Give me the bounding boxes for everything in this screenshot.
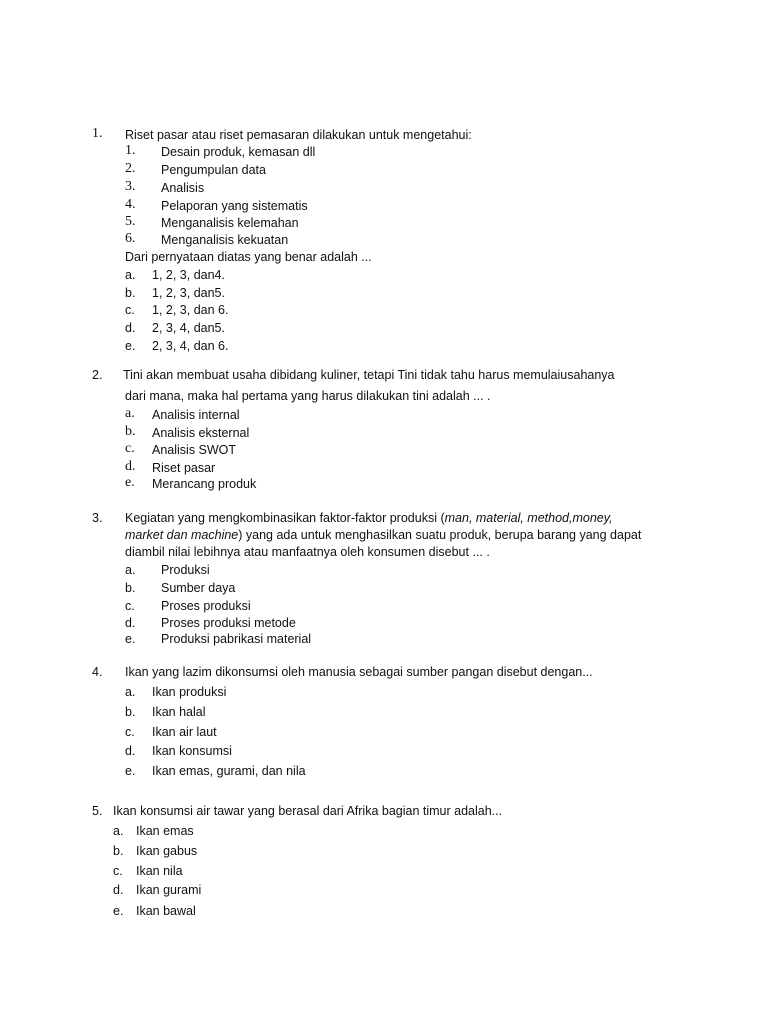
option-letter: d. bbox=[125, 321, 136, 335]
option-text: Ikan nila bbox=[136, 864, 183, 878]
option-text: Riset pasar bbox=[152, 461, 216, 475]
statement-number: 3. bbox=[125, 179, 136, 194]
question-stem: Ikan konsumsi air tawar yang berasal dari Afrika bagian timur adalah... bbox=[113, 804, 503, 818]
question-number: 1. bbox=[92, 126, 103, 141]
question-stem: diambil nilai lebihnya atau manfaatnya oleh konsumen disebut ... . bbox=[125, 545, 490, 559]
option-text: Ikan emas bbox=[136, 824, 194, 838]
option-text: Ikan produksi bbox=[152, 685, 227, 699]
question-stem: Tini akan membuat usaha dibidang kuliner, tetapi Tini tidak tahu harus memulaiusahanya bbox=[123, 368, 615, 382]
option-letter: e. bbox=[125, 632, 136, 646]
statement-text: Pengumpulan data bbox=[161, 163, 266, 177]
option-text: Ikan air laut bbox=[152, 725, 217, 739]
question-number: 2. bbox=[92, 368, 103, 382]
option-letter: b. bbox=[125, 424, 136, 439]
option-letter: d. bbox=[125, 459, 136, 474]
statement-text: Desain produk, kemasan dll bbox=[161, 145, 316, 159]
option-letter: e. bbox=[113, 904, 124, 918]
option-letter: c. bbox=[113, 864, 123, 878]
option-text: Analisis eksternal bbox=[152, 426, 250, 440]
question-stem: Kegiatan yang mengkombinasikan faktor-faktor produksi ( bbox=[125, 511, 445, 525]
statement-number: 2. bbox=[125, 161, 136, 176]
statement-text: Menganalisis kelemahan bbox=[161, 216, 299, 230]
option-letter: d. bbox=[125, 744, 136, 758]
option-text: 2, 3, 4, dan 6. bbox=[152, 339, 229, 353]
option-letter: a. bbox=[113, 824, 124, 838]
option-text: Analisis SWOT bbox=[152, 443, 237, 457]
option-text: Analisis internal bbox=[152, 408, 240, 422]
option-letter: a. bbox=[125, 685, 136, 699]
statement-number: 1. bbox=[125, 143, 136, 158]
option-letter: c. bbox=[125, 725, 135, 739]
question-stem: dari mana, maka hal pertama yang harus dilakukan tini adalah ... . bbox=[125, 389, 491, 403]
question-stem-line bbox=[125, 510, 613, 526]
option-letter: a. bbox=[125, 406, 135, 421]
question-number: 5. bbox=[92, 804, 103, 818]
option-text: Sumber daya bbox=[161, 581, 236, 595]
statement-text: Menganalisis kekuatan bbox=[161, 233, 289, 247]
option-text: Produksi bbox=[161, 563, 210, 577]
question-number: 3. bbox=[92, 511, 103, 525]
statement-number: 5. bbox=[125, 214, 136, 229]
question-stem: ) yang ada untuk menghasilkan suatu produk, berupa barang yang dapat bbox=[238, 528, 642, 542]
question-stem: Ikan yang lazim dikonsumsi oleh manusia sebagai sumber pangan disebut dengan... bbox=[125, 665, 593, 679]
option-text: Merancang produk bbox=[152, 477, 257, 491]
option-letter: b. bbox=[125, 286, 136, 300]
question-stem-line bbox=[125, 527, 641, 543]
option-letter: b. bbox=[125, 705, 136, 719]
option-text: Proses produksi bbox=[161, 599, 251, 613]
question-stem-italic: man, material, method,money, bbox=[444, 511, 613, 525]
option-text: Produksi pabrikasi material bbox=[161, 632, 312, 646]
option-text: Ikan gurami bbox=[136, 883, 202, 897]
statement-text: Pelaporan yang sistematis bbox=[161, 199, 308, 213]
question-prompt: Dari pernyataan diatas yang benar adalah ... bbox=[125, 250, 372, 264]
option-letter: b. bbox=[125, 581, 136, 595]
option-text: 2, 3, 4, dan5. bbox=[152, 321, 225, 335]
option-letter: a. bbox=[125, 563, 136, 577]
option-letter: b. bbox=[113, 844, 124, 858]
option-letter: e. bbox=[125, 764, 136, 778]
option-text: Ikan emas, gurami, dan nila bbox=[152, 764, 306, 778]
option-text: 1, 2, 3, dan5. bbox=[152, 286, 225, 300]
option-text: 1, 2, 3, dan 6. bbox=[152, 303, 229, 317]
question-stem: Riset pasar atau riset pemasaran dilakukan untuk mengetahui: bbox=[125, 128, 472, 142]
option-text: Ikan gabus bbox=[136, 844, 198, 858]
statement-text: Analisis bbox=[161, 181, 205, 195]
option-letter: d. bbox=[113, 883, 124, 897]
option-text: Ikan konsumsi bbox=[152, 744, 232, 758]
option-letter: e. bbox=[125, 339, 136, 353]
option-text: 1, 2, 3, dan4. bbox=[152, 268, 225, 282]
option-letter: c. bbox=[125, 303, 135, 317]
option-letter: d. bbox=[125, 616, 136, 630]
option-text: Ikan bawal bbox=[136, 904, 196, 918]
option-letter: e. bbox=[125, 475, 135, 490]
question-stem-italic: market dan machine bbox=[125, 528, 239, 542]
option-letter: c. bbox=[125, 599, 135, 613]
option-text: Ikan halal bbox=[152, 705, 206, 719]
question-number: 4. bbox=[92, 665, 103, 679]
option-text: Proses produksi metode bbox=[161, 616, 296, 630]
option-letter: a. bbox=[125, 268, 136, 282]
statement-number: 6. bbox=[125, 231, 136, 246]
statement-number: 4. bbox=[125, 197, 136, 212]
option-letter: c. bbox=[125, 441, 135, 456]
